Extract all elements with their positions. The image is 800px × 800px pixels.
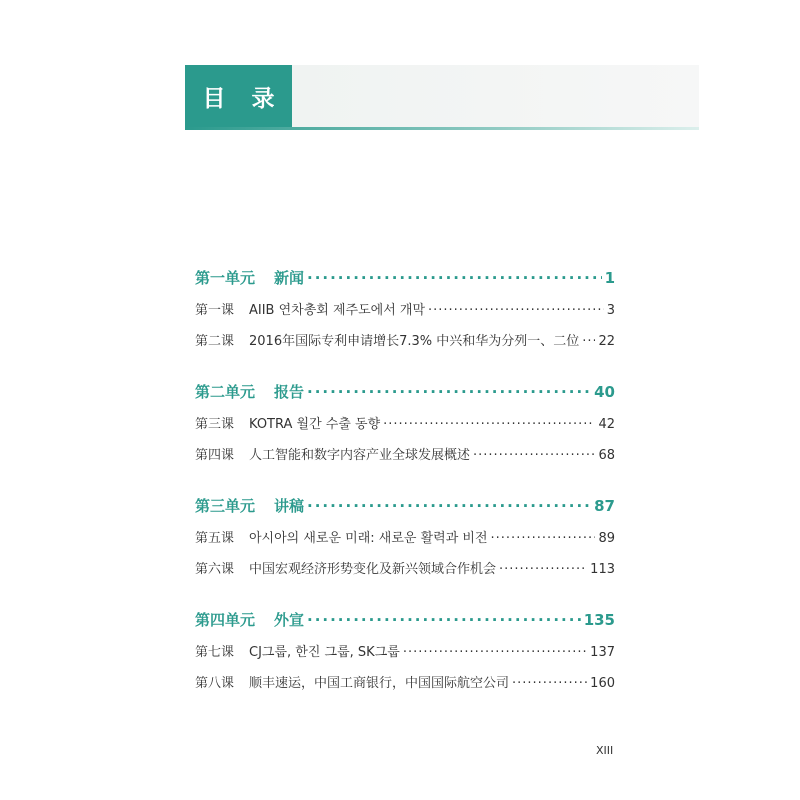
page-title: 目 录	[202, 85, 284, 112]
toc-unit	[195, 493, 615, 583]
toc-lesson-entry[interactable]	[195, 297, 615, 324]
lesson-title: 2016年国际专利申请增长7.3% 中兴和华为分列一、二位	[249, 334, 580, 349]
dot-leader	[307, 265, 602, 291]
page-number: 160	[590, 676, 615, 691]
toc-lesson-entry[interactable]	[195, 670, 615, 697]
page-number: 22	[598, 334, 615, 349]
lesson-number: 第一课	[195, 303, 235, 318]
lesson-title: CJ그룹, 한진 그룹, SK그룹	[249, 645, 400, 660]
toc-lesson-entry[interactable]	[195, 525, 615, 552]
page-number: 42	[598, 417, 615, 432]
page-number: 113	[590, 562, 615, 577]
unit-name: 外宣	[274, 611, 305, 629]
dot-leader	[512, 670, 587, 697]
lesson-number: 第二课	[195, 334, 235, 349]
lesson-number: 第八课	[195, 676, 235, 691]
toc-unit	[195, 607, 615, 697]
toc-unit	[195, 265, 615, 355]
header-underline	[185, 127, 699, 130]
toc-lesson-entry[interactable]	[195, 328, 615, 355]
dot-leader	[307, 379, 591, 405]
folio-page-number: XIII	[596, 744, 614, 757]
toc-lesson-entry[interactable]	[195, 556, 615, 583]
page-number: 87	[594, 497, 615, 515]
dot-leader	[499, 556, 587, 583]
dot-leader	[428, 297, 604, 324]
page-number: 135	[583, 611, 615, 629]
page-number: 40	[594, 383, 615, 401]
dot-leader	[473, 442, 595, 469]
toc-unit-entry[interactable]	[195, 493, 615, 519]
page-number: 1	[604, 269, 615, 287]
unit-name: 报告	[274, 383, 305, 401]
lesson-number: 第三课	[195, 417, 235, 432]
toc-unit-entry[interactable]	[195, 265, 615, 291]
toc-lesson-entry[interactable]	[195, 442, 615, 469]
dot-leader	[582, 328, 595, 355]
unit-name: 讲稿	[274, 497, 305, 515]
toc-unit-entry[interactable]	[195, 607, 615, 633]
lesson-title: KOTRA 월간 수출 동향	[249, 417, 381, 432]
dot-leader	[403, 639, 587, 666]
page-number: 89	[598, 531, 615, 546]
lesson-title: 中国宏观经济形势变化及新兴领域合作机会	[249, 562, 497, 577]
lesson-title: 아시아의 새로운 미래: 새로운 활력과 비전	[249, 531, 488, 546]
lesson-title: AIIB 연차총회 제주도에서 개막	[249, 303, 426, 318]
dot-leader	[383, 411, 595, 438]
lesson-number: 第四课	[195, 448, 235, 463]
lesson-number: 第七课	[195, 645, 235, 660]
lesson-number: 第五课	[195, 531, 235, 546]
lesson-number: 第六课	[195, 562, 235, 577]
dot-leader	[307, 607, 581, 633]
toc-lesson-entry[interactable]	[195, 411, 615, 438]
unit-number: 第二单元	[195, 383, 256, 401]
dot-leader	[491, 525, 596, 552]
unit-number: 第四单元	[195, 611, 256, 629]
page-number: 137	[590, 645, 615, 660]
unit-number: 第三单元	[195, 497, 256, 515]
table-of-contents	[195, 265, 615, 721]
dot-leader	[307, 493, 591, 519]
lesson-title: 顺丰速运，中国工商银行，中国国际航空公司	[249, 676, 510, 691]
title-box	[185, 65, 292, 127]
toc-lesson-entry[interactable]	[195, 639, 615, 666]
toc-unit	[195, 379, 615, 469]
toc-unit-entry[interactable]	[195, 379, 615, 405]
unit-number: 第一单元	[195, 269, 256, 287]
unit-name: 新闻	[274, 269, 305, 287]
page-number: 68	[598, 448, 615, 463]
page-number: 3	[606, 303, 615, 318]
lesson-title: 人工智能和数字内容产业全球发展概述	[249, 448, 471, 463]
